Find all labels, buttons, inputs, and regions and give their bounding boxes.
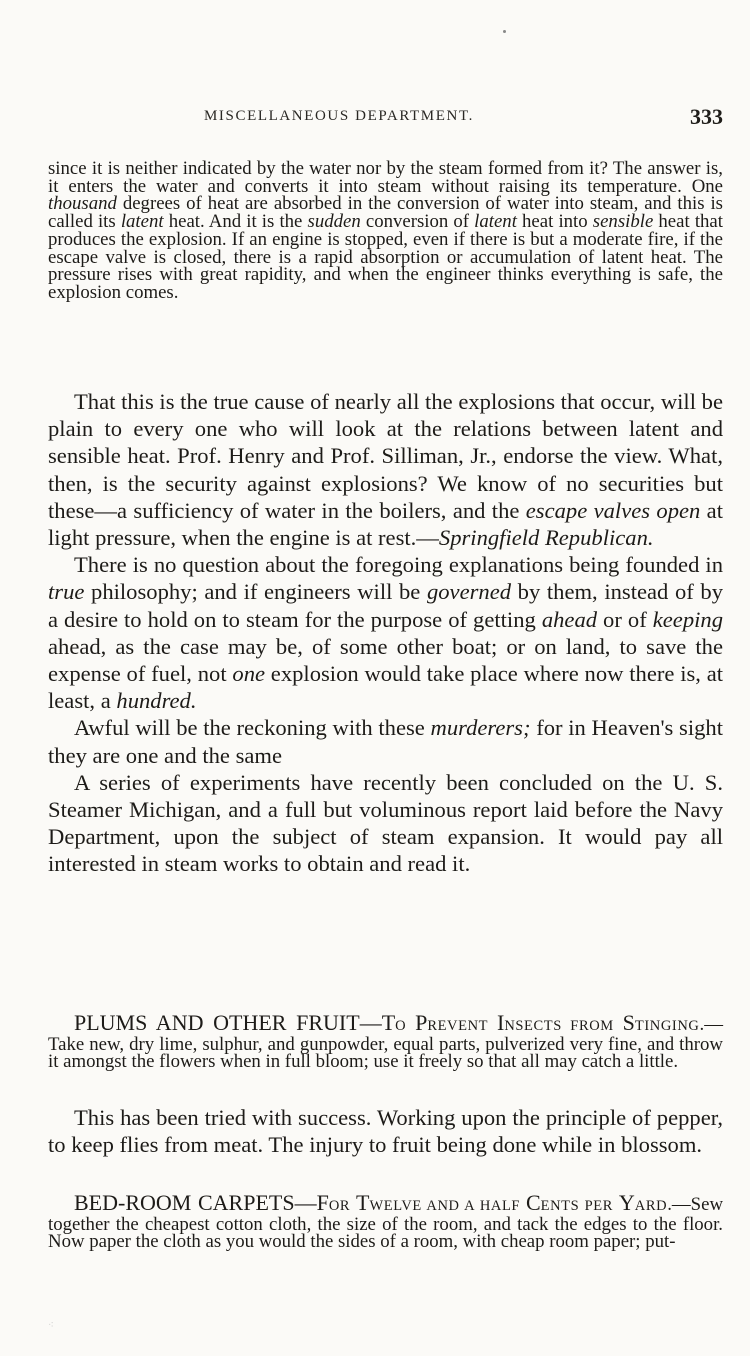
speck-mark bbox=[503, 30, 506, 33]
paragraph-explosions bbox=[48, 388, 723, 878]
running-head: MISCELLANEOUS DEPARTMENT. bbox=[204, 108, 474, 124]
article-title: PLUMS AND OTHER FRUIT bbox=[74, 1010, 360, 1035]
subtitle-initial: Y bbox=[618, 1190, 635, 1215]
article-body: .—Sew together the cheapest cotton cloth, the size of the room, and tack the edges to the floor. Now paper the cloth as you would the sides of a room, with cheap room paper; put- bbox=[48, 1194, 724, 1253]
article-body: .—Take new, dry lime, sulphur, and gunpowder, equal parts, pulverized very fine, and throw it amongst the flowers when in full bloom; use it freely so that all may catch a little. bbox=[48, 1014, 723, 1073]
page-header bbox=[48, 104, 723, 134]
italic-run: escape valves open bbox=[525, 497, 701, 523]
subtitle-initial: S bbox=[622, 1010, 635, 1035]
italic-run: murderers; bbox=[430, 715, 531, 741]
page-number: 333 bbox=[690, 104, 723, 129]
subtitle-initial: T bbox=[381, 1010, 396, 1035]
ink-smudge: ⁖ bbox=[48, 1320, 54, 1331]
article-title: BED-ROOM CARPETS bbox=[74, 1190, 295, 1215]
subtitle-smallcaps: ARD bbox=[634, 1198, 668, 1214]
subtitle-smallcaps: O bbox=[395, 1018, 407, 1034]
subtitle-smallcaps: ENTS PER bbox=[540, 1198, 614, 1214]
text-run: since it is neither indicated by the water nor by the steam formed from it? The answer is, it enters the water and converts it into steam without raising its temperature. One bbox=[48, 158, 723, 197]
text-run: heat into bbox=[516, 211, 593, 233]
text-run: This has been tried with success. Working upon the principle of pepper, to keep flies from meat. The injury to fruit being done while in blossom. bbox=[48, 1105, 723, 1158]
text-run: A series of experiments have recently been concluded on the U. S. Steamer Michigan, and a full but voluminous report laid before the Navy Department, upon the subject of steam expansion. It would pay all interested in steam works to obtain and read it. bbox=[48, 769, 723, 877]
italic-run: latent bbox=[120, 211, 164, 233]
text-run: That this is the true cause of nearly all the explosions that occur, will be plain to every one who will look at the relations between latent and sensible heat. Prof. Henry and Prof. Silliman, Jr., endorse the view. What, then, is the security against explosions? We know of no securities but these—a sufficiency of water in the boilers, and the bbox=[48, 389, 723, 523]
italic-run: hundred. bbox=[116, 688, 197, 714]
dash: — bbox=[294, 1190, 317, 1215]
subtitle-initial: I bbox=[496, 1010, 505, 1035]
subtitle-smallcaps: OR bbox=[328, 1198, 351, 1214]
text-run: There is no question about the foregoing explanations being founded in bbox=[74, 552, 723, 578]
italic-run: true bbox=[48, 579, 85, 605]
italic-run: keeping bbox=[652, 606, 723, 632]
paragraph-text bbox=[48, 1010, 723, 1073]
italic-run: latent bbox=[474, 211, 517, 233]
paragraph-text bbox=[48, 1104, 723, 1158]
paragraph-text bbox=[48, 388, 723, 551]
italic-run: Springfield Republican. bbox=[438, 525, 654, 551]
text-run: at light pressure, when the engine is at rest.— bbox=[48, 497, 723, 551]
text-run: explosion would take place where now there is, at least, a bbox=[48, 661, 724, 714]
paragraph-text bbox=[48, 769, 723, 878]
subtitle-initial: T bbox=[356, 1190, 370, 1215]
paragraph-text bbox=[48, 160, 723, 302]
paragraph-plums-note bbox=[48, 1104, 723, 1158]
text-run: or of bbox=[597, 606, 653, 632]
paragraph-latent-heat bbox=[48, 160, 723, 302]
italic-run: sudden bbox=[307, 211, 361, 233]
text-run: philosophy; and if engineers will be bbox=[84, 579, 427, 605]
italic-run: thousand bbox=[48, 193, 117, 215]
text-run: for in Heaven's sight they are one and the same bbox=[48, 715, 723, 768]
article-plums bbox=[48, 1010, 723, 1073]
paragraph-text bbox=[48, 1190, 724, 1253]
article-carpets bbox=[48, 1190, 724, 1253]
paragraph-text bbox=[48, 714, 723, 768]
text-run: Awful will be the reckoning with these bbox=[74, 715, 431, 741]
paragraph-text bbox=[48, 551, 723, 714]
text-run: heat. And it is the bbox=[163, 211, 308, 233]
italic-run: ahead bbox=[541, 606, 598, 632]
dash: — bbox=[359, 1010, 382, 1035]
italic-run: one bbox=[232, 661, 266, 687]
subtitle-smallcaps: WELVE AND A HALF bbox=[369, 1198, 521, 1214]
text-run: ahead, as the case may be, of some other boat; or on land, to save the expense of fuel, not bbox=[48, 633, 723, 687]
subtitle-initial: C bbox=[525, 1190, 541, 1215]
subtitle-initial: P bbox=[415, 1010, 428, 1035]
subtitle-smallcaps: REVENT bbox=[427, 1018, 489, 1034]
subtitle-smallcaps: NSECTS FROM bbox=[504, 1018, 614, 1034]
subtitle-initial: F bbox=[316, 1190, 329, 1215]
text-run: conversion of bbox=[360, 211, 475, 233]
italic-run: governed bbox=[426, 579, 512, 605]
subtitle-smallcaps: TINGING bbox=[634, 1018, 700, 1034]
text-run: degrees of heat are absorbed in the conversion of water into steam, and this is called its bbox=[48, 193, 723, 233]
text-run: heat that produces the explosion. If an engine is stopped, even if there is but a moderate fire, if the escape valve is closed, there is a rapid absorption or accumulation of latent heat. The pressure rises with great rapidity, and when the engineer thinks everything is safe, the explosion comes. bbox=[48, 211, 723, 303]
italic-run: sensible bbox=[592, 211, 654, 233]
text-run: by them, instead of by a desire to hold on to steam for the purpose of getting bbox=[48, 579, 723, 632]
